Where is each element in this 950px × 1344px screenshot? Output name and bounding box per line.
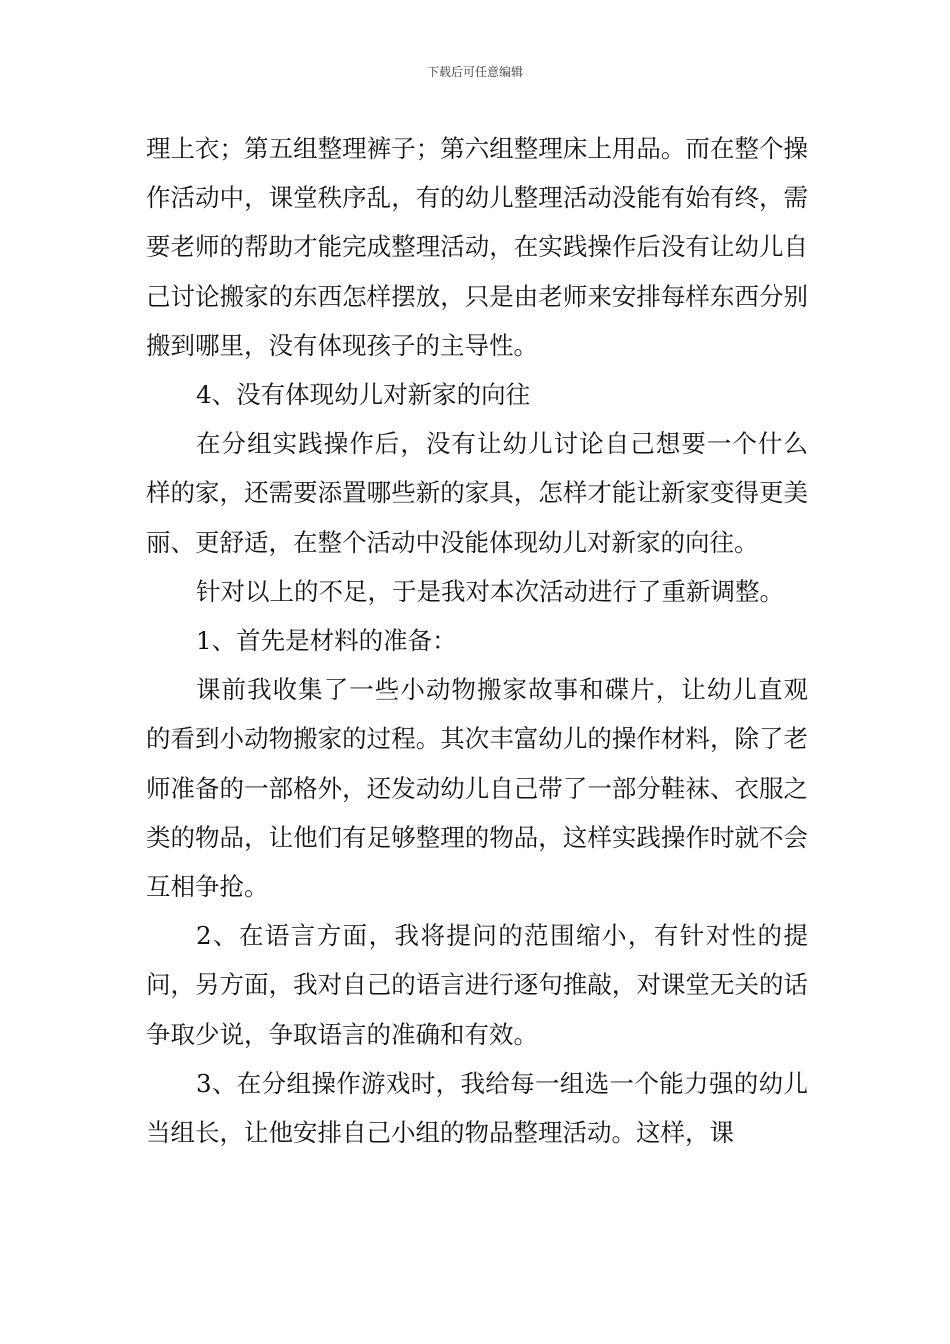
paragraph-4: 针对以上的不足，于是我对本次活动进行了重新调整。 — [196, 576, 784, 606]
page-header-note: 下载后可任意编辑 — [426, 65, 523, 79]
paragraph-7: 2、在语言方面，我将提问的范围缩小，有针对性的提问，另方面，我对自己的语言进行逐句推敲，对课堂无关的话争取少说，争取语言的准确和有效。 — [146, 921, 808, 1049]
paragraph-6: 课前我收集了一些小动物搬家故事和碟片，让幼儿直观的看到小动物搬家的过程。其次丰富幼儿的操作材料，除了老师准备的一部格外，还发动幼儿自己带了一部分鞋袜、衣服之类的物品，让他们有足够整理的物品，这样实践操作时就不会互相争抢。 — [146, 675, 808, 902]
paragraph-8: 3、在分组操作游戏时，我给每一组选一个能力强的幼儿当组长，让他安排自己小组的物品整理活动。这样，课 — [146, 1068, 808, 1148]
document-body — [146, 124, 808, 1157]
paragraph-3: 在分组实践操作后，没有让幼儿讨论自己想要一个什么样的家，还需要添置哪些新的家具，怎样才能让新家变得更美丽、更舒适，在整个活动中没能体现幼儿对新家的向往。 — [146, 429, 808, 557]
paragraph-heading-1: 1、首先是材料的准备： — [196, 626, 457, 656]
paragraph-1: 理上衣；第五组整理裤子；第六组整理床上用品。而在整个操作活动中，课堂秩序乱，有的幼儿整理活动没能有始有终，需要老师的帮助才能完成整理活动，在实践操作后没有让幼儿自己讨论搬家的东西怎样摆放，只是由老师来安排每样东西分别搬到哪里，没有体现孩子的主导性。 — [146, 134, 808, 360]
paragraph-heading-4: 4、没有体现幼儿对新家的向往 — [196, 380, 531, 410]
